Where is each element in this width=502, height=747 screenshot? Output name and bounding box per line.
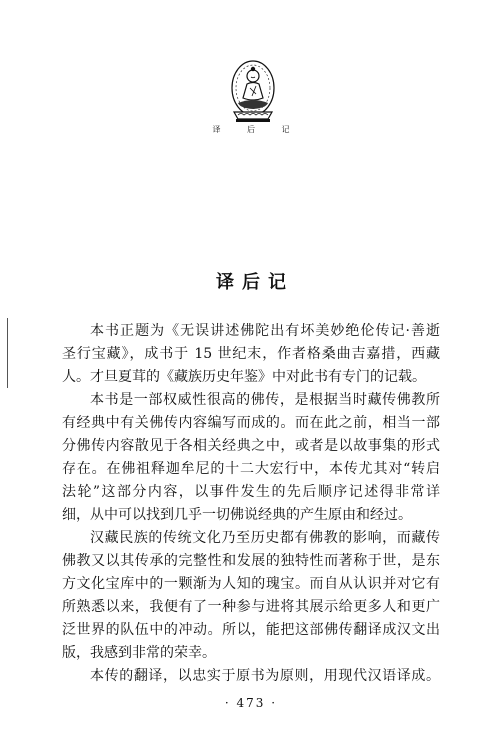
text-line: 泛世界的队伍中的冲动。所以，能把这部佛传翻译成汉文出	[62, 622, 440, 638]
body-text	[62, 320, 440, 688]
text-line: 圣行宝藏》，成书于 15 世纪末，作者格桑曲吉嘉措，西藏	[62, 346, 440, 362]
buddha-figure-icon	[224, 58, 282, 124]
text-line: 法轮”这部分内容，以事件发生的先后顺序记述得非常详	[62, 484, 440, 500]
margin-rule	[7, 318, 8, 388]
text-line: 汉藏民族的传统文化乃至历史都有佛教的影响，而藏传	[90, 530, 440, 546]
running-header: 译 后 记	[212, 125, 302, 134]
text-line: 人。才旦夏茸的《藏族历史年鉴》中对此书有专门的记载。	[62, 369, 426, 385]
text-line: 细，从中可以找到几乎一切佛说经典的产生原由和经过。	[62, 507, 412, 523]
text-line: 版，我感到非常的荣幸。	[62, 645, 216, 661]
text-line: 本传的翻译，以忠实于原书为原则，用现代汉语译成。	[90, 668, 440, 684]
text-line: 方文化宝库中的一颗渐为人知的瑰宝。而自从认识并对它有	[62, 576, 440, 592]
text-line: 佛教又以其传承的完整性和发展的独特性而著称于世，是东	[62, 553, 440, 569]
text-line: 分佛传内容散见于各相关经典之中，或者是以故事集的形式	[62, 438, 440, 454]
text-line: 本书正题为《无误讲述佛陀出有坏美妙绝伦传记·善逝	[90, 323, 440, 339]
page-title: 译后记	[216, 272, 294, 293]
text-line: 本书是一部权威性很高的佛传，是根据当时藏传佛教所	[90, 392, 440, 408]
text-line: 有经典中有关佛传内容编写而成的。而在此之前，相当一部	[62, 415, 440, 431]
page-number: · 473 ·	[224, 696, 278, 710]
text-line: 存在。在佛祖释迦牟尼的十二大宏行中，本传尤其对“转启	[62, 461, 440, 477]
text-line: 所熟悉以来，我便有了一种参与进将其展示给更多人和更广	[62, 599, 440, 615]
